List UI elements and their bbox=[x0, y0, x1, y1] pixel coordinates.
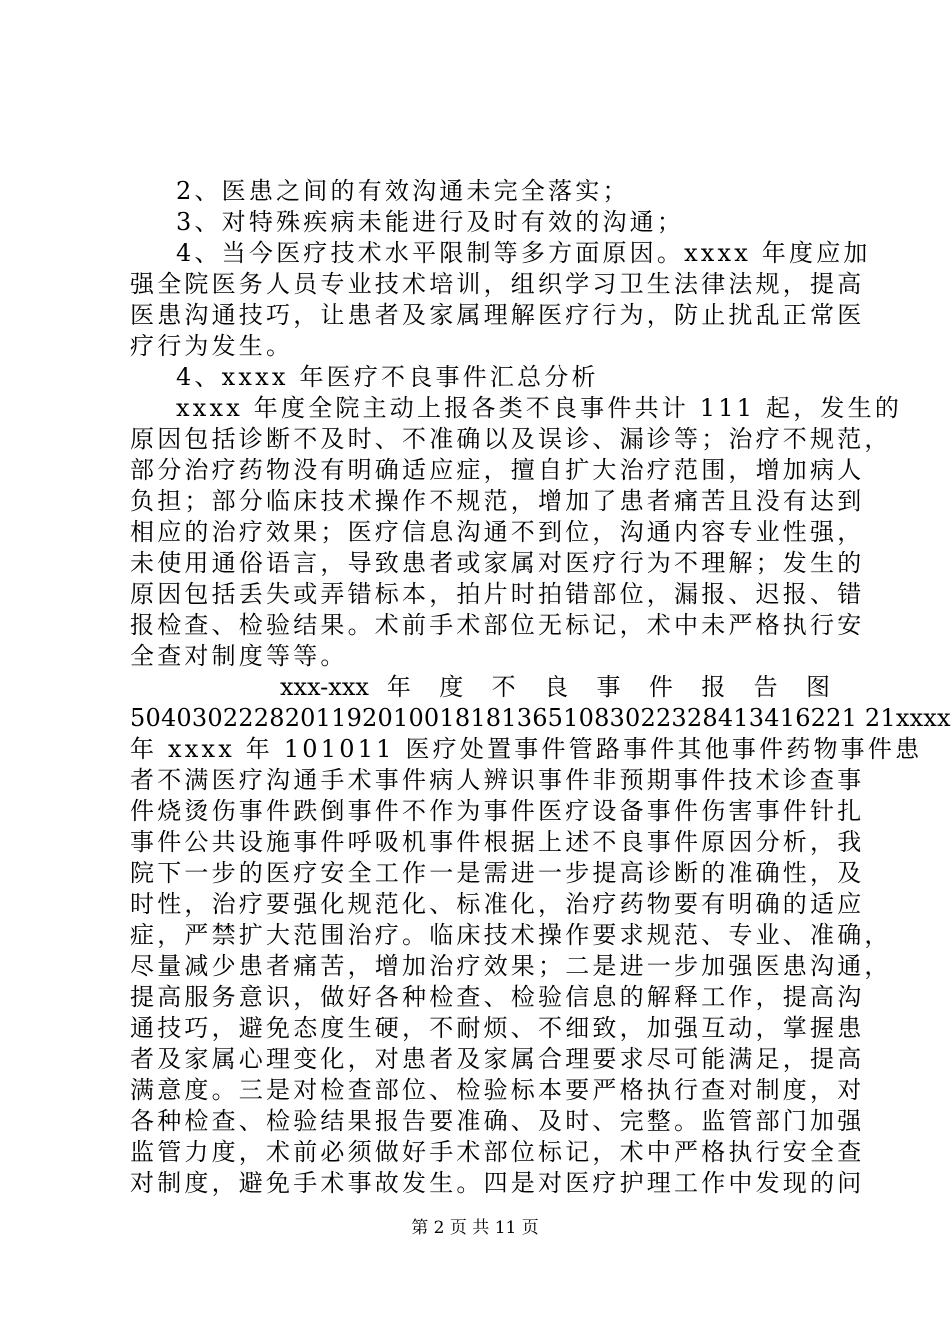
paragraph-line: 对制度，避免手术事故发生。四是对医疗护理工作中发现的问 bbox=[130, 1169, 865, 1197]
paragraph-line: 时性，治疗要强化规范化、标准化，治疗药物要有明确的适应 bbox=[130, 890, 865, 918]
paragraph-line: 者及家属心理变化，对患者及家属合理要求尽可能满足，提高 bbox=[130, 1045, 865, 1073]
paragraph-line: 监管力度，术前必须做好手术部位标记，术中严格执行安全查 bbox=[130, 1138, 865, 1166]
section-heading: 4、xxxx 年医疗不良事件汇总分析 bbox=[176, 363, 599, 391]
paragraph-line: 未使用通俗语言，导致患者或家属对医疗行为不理解；发生的 bbox=[130, 549, 865, 577]
figure-data-line: 50403022282011920100181813651083022328413416221 21xxxx bbox=[130, 704, 951, 732]
paragraph-line: 年 xxxx 年 101011 医疗处置事件管路事件其他事件药物事件患 bbox=[130, 735, 923, 763]
paragraph-line: 全查对制度等等。 bbox=[130, 642, 348, 670]
paragraph-line: 强全院医务人员专业技术培训，组织学习卫生法律法规，提高 bbox=[130, 270, 865, 298]
paragraph-line: 件烧烫伤事件跌倒事件不作为事件医疗设备事件伤害事件针扎 bbox=[130, 797, 865, 825]
paragraph-line: 负担；部分临床技术操作不规范，增加了患者痛苦且没有达到 bbox=[130, 487, 865, 515]
paragraph-line: 尽量减少患者痛苦，增加治疗效果；二是进一步加强医患沟通， bbox=[130, 952, 892, 980]
paragraph-line: 疗行为发生。 bbox=[130, 332, 294, 360]
paragraph-line: 事件公共设施事件呼吸机事件根据上述不良事件原因分析，我 bbox=[130, 828, 865, 856]
paragraph-line: 部分治疗药物没有明确适应症，擅自扩大治疗范围，增加病人 bbox=[130, 456, 865, 484]
paragraph-line: 提高服务意识，做好各种检查、检验信息的解释工作，提高沟 bbox=[130, 983, 865, 1011]
paragraph-line: 3、对特殊疾病未能进行及时有效的沟通； bbox=[176, 208, 685, 236]
paragraph-line: 原因包括丢失或弄错标本，拍片时拍错部位，漏报、迟报、错 bbox=[130, 580, 865, 608]
paragraph-line: 医患沟通技巧，让患者及家属理解医疗行为，防止扰乱正常医 bbox=[130, 301, 865, 329]
paragraph-line: 者不满医疗沟通手术事件病人辨识事件非预期事件技术诊查事 bbox=[130, 766, 865, 794]
page-number-footer: 第 2 页 共 11 页 bbox=[411, 1218, 539, 1238]
paragraph-line: 报检查、检验结果。术前手术部位无标记，术中未严格执行安 bbox=[130, 611, 865, 639]
paragraph-line: 2、医患之间的有效沟通未完全落实； bbox=[176, 177, 630, 205]
paragraph-line: 满意度。三是对检查部位、检验标本要严格执行查对制度，对 bbox=[130, 1076, 865, 1104]
figure-title-line: xxx-xxx 年 度 不 良 事 件 报 告 图 bbox=[280, 673, 830, 701]
paragraph-line: xxxx 年度全院主动上报各类不良事件共计 111 起，发生的 bbox=[176, 394, 903, 422]
paragraph-line: 各种检查、检验结果报告要准确、及时、完整。监管部门加强 bbox=[130, 1107, 865, 1135]
paragraph-line: 相应的治疗效果；医疗信息沟通不到位，沟通内容专业性强， bbox=[130, 518, 865, 546]
paragraph-line: 原因包括诊断不及时、不准确以及误诊、漏诊等；治疗不规范， bbox=[130, 425, 892, 453]
paragraph-line: 症，严禁扩大范围治疗。临床技术操作要求规范、专业、准确， bbox=[130, 921, 892, 949]
paragraph-line: 院下一步的医疗安全工作一是需进一步提高诊断的准确性，及 bbox=[130, 859, 865, 887]
paragraph-line: 通技巧，避免态度生硬，不耐烦、不细致，加强互动，掌握患 bbox=[130, 1014, 865, 1042]
paragraph-line: 4、当今医疗技术水平限制等多方面原因。xxxx 年度应加 bbox=[176, 239, 871, 267]
